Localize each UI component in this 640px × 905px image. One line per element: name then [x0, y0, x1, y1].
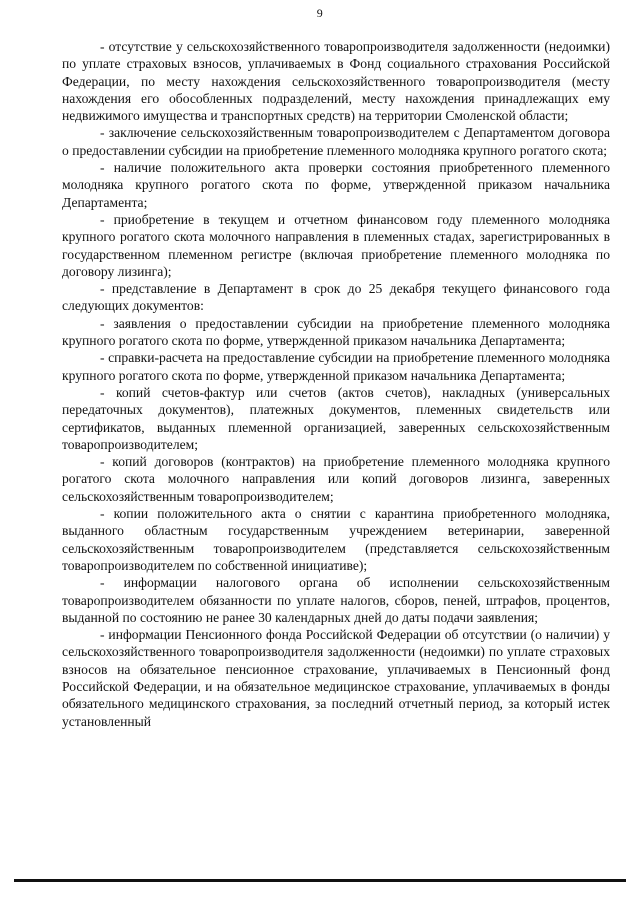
page-number: 9 [316, 6, 324, 20]
bottom-divider [14, 879, 626, 882]
paragraph: - приобретение в текущем и отчетном финансовом году племенного молодняка крупного рогатого скота молочного направления в племенных стадах, зарегистрированных в государственном племенном регистре (включая приобретение племенного молодняка по договору лизинга); [62, 211, 610, 279]
document-body [62, 38, 610, 730]
paragraph: - копии положительного акта о снятии с карантина приобретенного молодняка, выданного областным государственным учреждением ветеринарии, заверенной сельскохозяйственным товаропроизводителем (представляется сельскохозяйственным товаропроизводителем по собственной инициативе); [62, 506, 610, 573]
paragraph: - наличие положительного акта проверки состояния приобретенного племенного молодняка крупного рогатого скота по форме, утвержденной приказом начальника Департамента; [62, 160, 610, 210]
paragraph: - справки-расчета на предоставление субсидии на приобретение племенного молодняка крупного рогатого скота по форме, утвержденной приказом начальника Департамента; [62, 350, 610, 383]
paragraph: - информации налогового органа об исполнении сельскохозяйственным товаропроизводителем обязанности по уплате налогов, сборов, пеней, штрафов, процентов, выданной по состоянию не ранее 30 календарных дней до даты подачи заявления; [62, 575, 610, 625]
paragraph: - копий счетов-фактур или счетов (актов счетов), накладных (универсальных передаточных документов), платежных документов, племенных свидетельств или сертификатов, выданных племенной организацией, заверенных сельскохозяйственным товаропроизводителем; [62, 384, 610, 452]
paragraph: - копий договоров (контрактов) на приобретение племенного молодняка крупного рогатого скота молочного направления или копий договоров лизинга, заверенных сельскохозяйственным товаропроизводителем; [62, 454, 610, 504]
paragraph: - отсутствие у сельскохозяйственного товаропроизводителя задолженности (недоимки) по уплате страховых взносов, уплачиваемых в Фонд социального страхования Российской Федерации, по месту нахождения сельскохозяйственного товаропроизводителя (месту нахождения его обособленных подразделений, месту нахождения принадлежащих ему недвижимого имущества и транспортных средств) на территории Смоленской области; [62, 39, 610, 124]
paragraph: - заявления о предоставлении субсидии на приобретение племенного молодняка крупного рогатого скота по форме, утвержденной приказом начальника Департамента; [62, 315, 610, 349]
paragraph: - представление в Департамент в срок до 25 декабря текущего финансового года следующих документов: [62, 281, 610, 314]
paragraph: - заключение сельскохозяйственным товаропроизводителем с Департаментом договора о предоставлении субсидии на приобретение племенного молодняка крупного рогатого скота; [62, 125, 610, 158]
paragraph: - информации Пенсионного фонда Российской Федерации об отсутствии (о наличии) у сельскохозяйственного товаропроизводителя задолженности (недоимки) по уплате страховых взносов на обязательное пенсионное страхование, уплачиваемых в Пенсионный фонд Российской Федерации, и на обязательное медицинское страхование, уплачиваемых в фонды обязательного медицинского страхования, за последний отчетный период, за который истек установленный [62, 627, 610, 729]
